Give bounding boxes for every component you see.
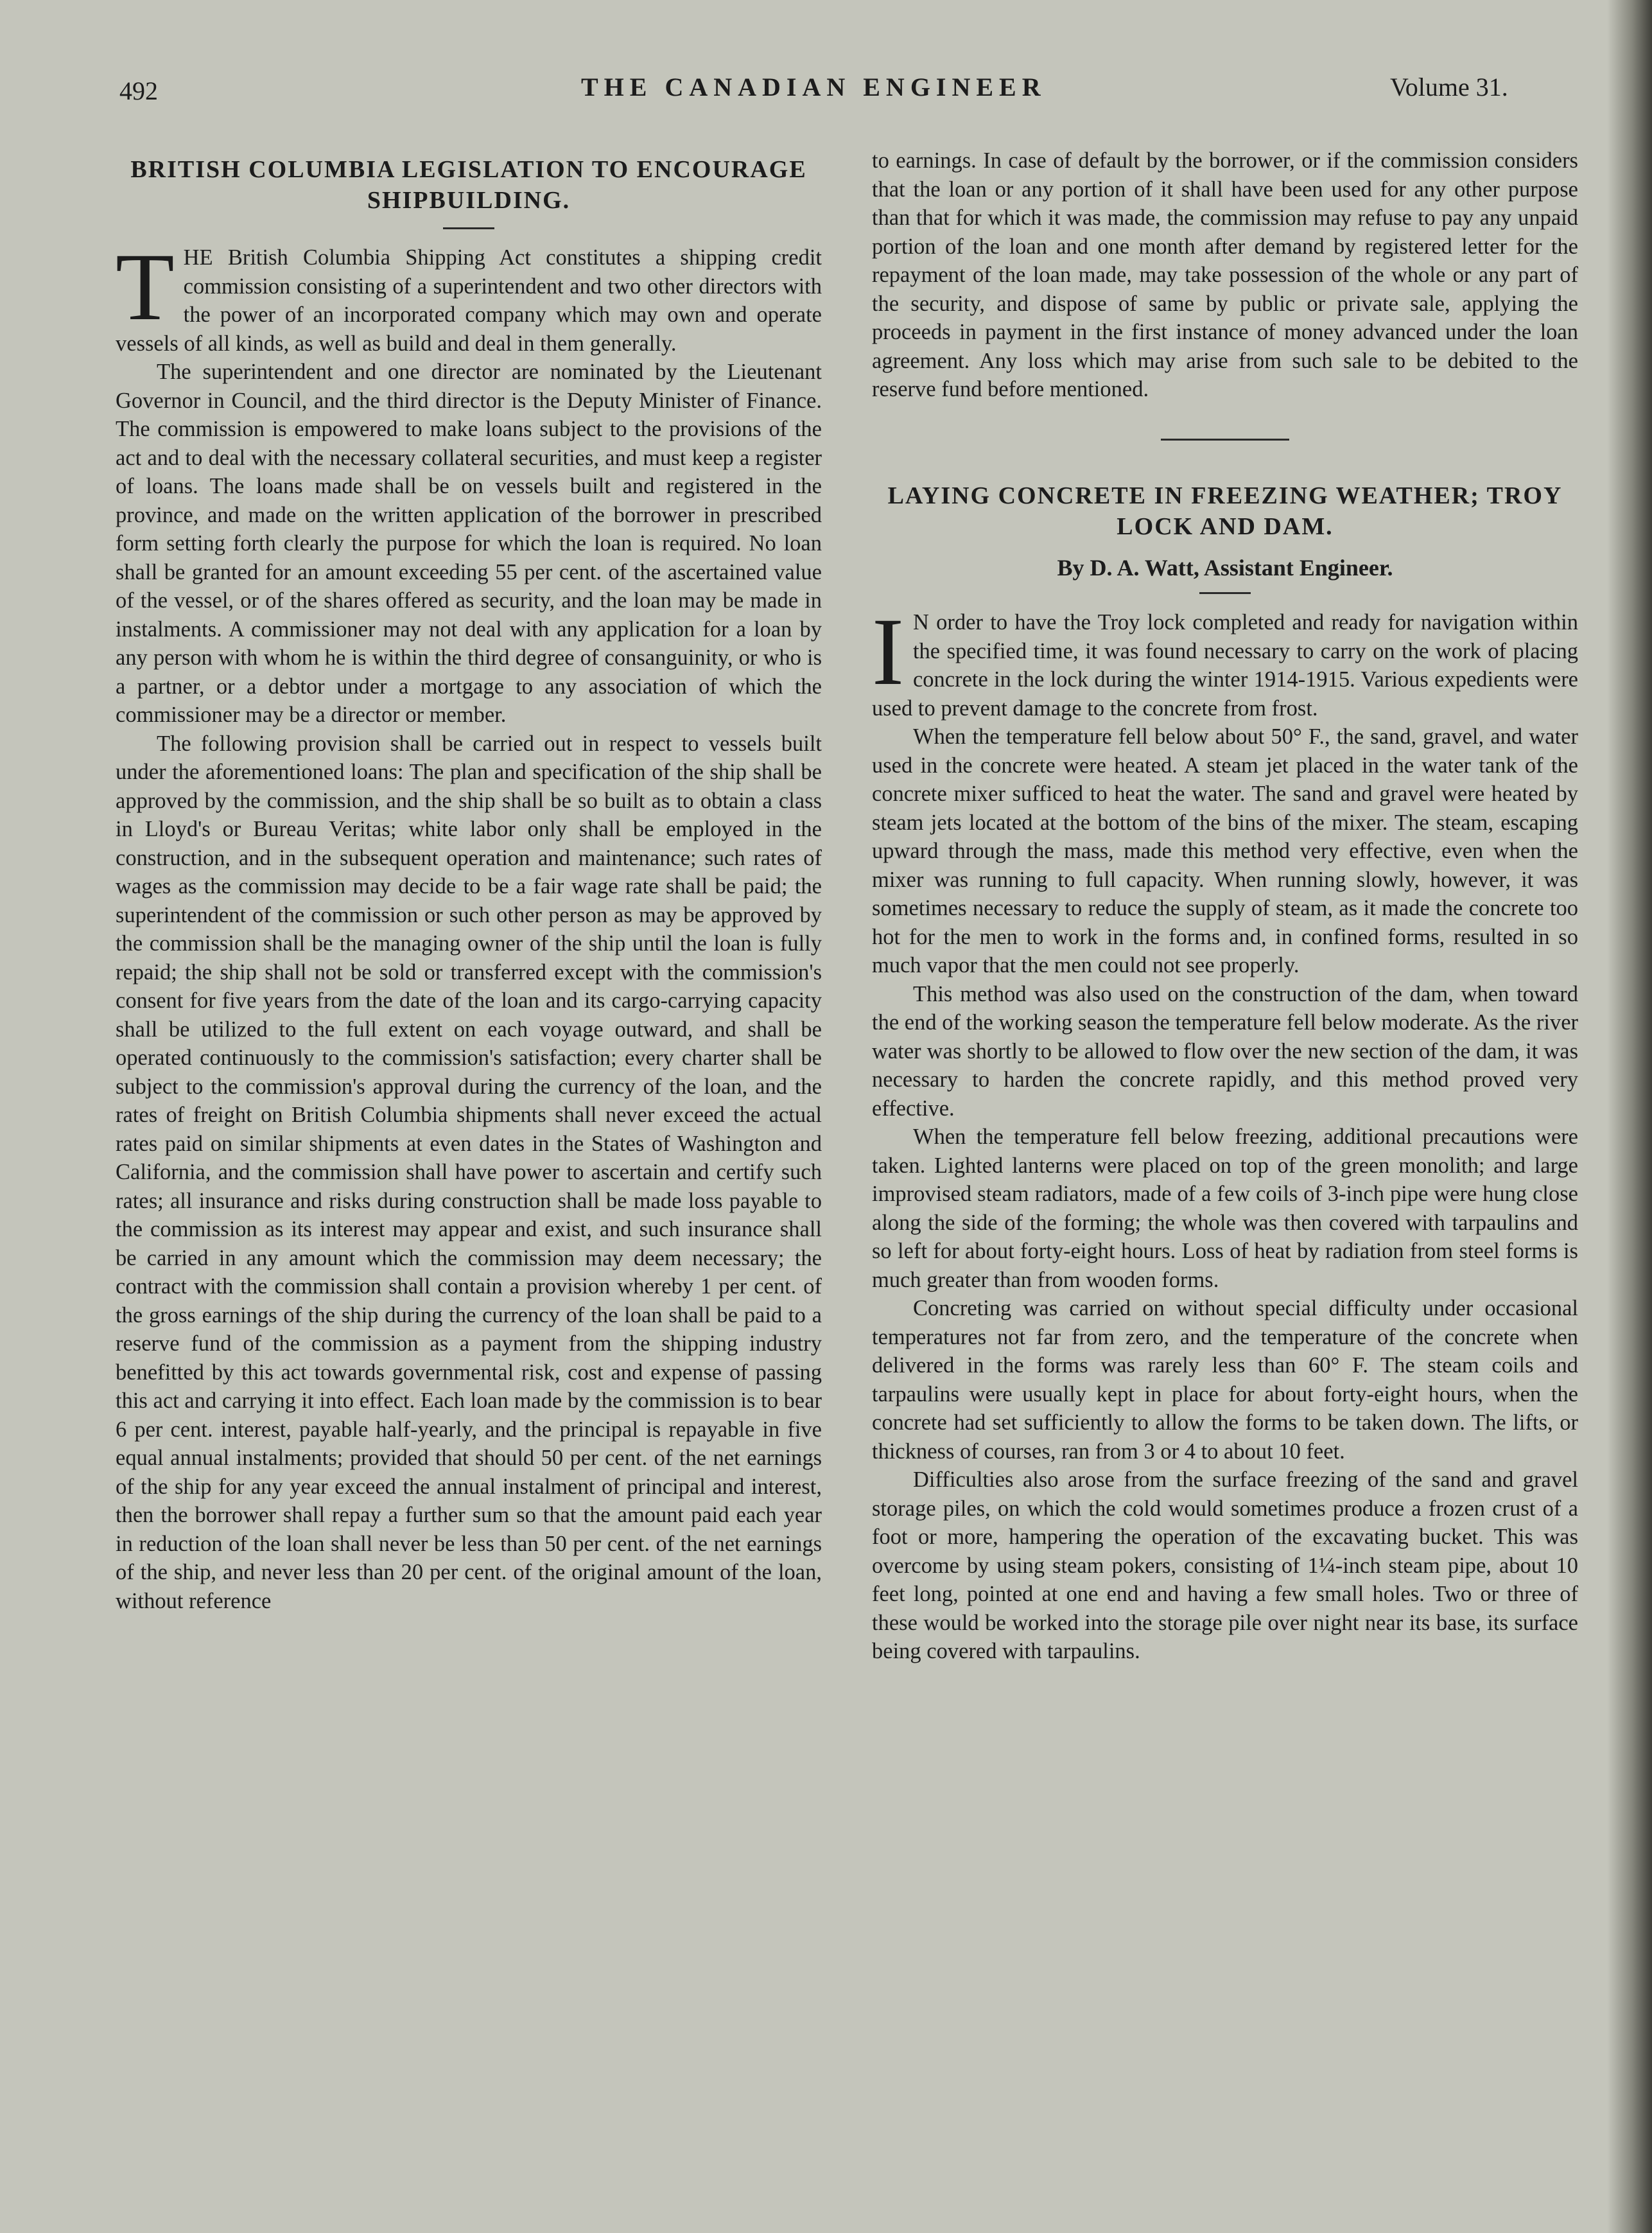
article1-paragraph-1 — [116, 234, 822, 358]
article2-paragraph-1-text: N order to have the Troy lock completed and ready for navigation within the specified time, it was found necessary to carry on the work of placing concrete in the lock during the winter 1914-1915. Various expedients were used to prevent damage to the concrete from frost. — [872, 610, 1578, 721]
article1-paragraph-2: The superintendent and one director are nominated by the Lieutenant Governor in Council, and the third director is the Deputy Minister of Finance. The commission is empowered to make loans subject to the provisions of the act and to deal with the necessary collateral securities, and must keep a register of loans. The loans made shall be on vessels built and registered in the province, and made on the written application of the borrower in prescribed form setting forth clearly the purpose for which the loan is required. No loan shall be granted for an amount exceeding 55 per cent. of the ascertained value of the vessel, or of the shares offered as security, and the loan may be made in instalments. A commissioner may not deal with any application for a loan by any person with whom he is within the third degree of consanguinity, or who is a partner, or a debtor under a mortgage to any association of which the commissioner may be a director or member. — [116, 360, 822, 727]
article1-dropcap: T — [116, 234, 175, 340]
article2-paragraph-6: Difficulties also arose from the surface freezing of the sand and gravel storage piles, on which the cold would sometimes produce a frozen crust of a foot or more, hampering the operation of the excavating bucket. This was overcome by using steam pokers, consisting of 1¼-inch steam pipe, about 10 feet long, pointed at one end and having a few small holes. Two or three of these would be worked into the storage pile over night near its base, its surface being covered with tarpaulins. — [872, 1467, 1578, 1663]
volume-label: Volume 31. — [1390, 73, 1508, 101]
page-number: 492 — [119, 76, 158, 105]
article2-paragraph-3: This method was also used on the construction of the dam, when toward the end of the working season the temperature fell below moderate. As the river water was shortly to be allowed to flow over the new section of the dam, it was necessary to harden the concrete rapidly, and this method proved very effective. — [872, 981, 1578, 1121]
section-divider — [1161, 439, 1289, 441]
article2-paragraph-1 — [872, 599, 1578, 722]
binding-shadow — [1607, 0, 1652, 2233]
article1-paragraph-1-text: HE British Columbia Shipping Act constitutes a shipping credit commission consisting of a superintendent and two other directors with the power of an incorporated company which may own and operate vessels of all kinds, as well as build and deal in them generally. — [116, 245, 822, 356]
byline-rule — [1199, 592, 1251, 594]
article2-paragraph-4: When the temperature fell below freezing, additional precautions were taken. Lighted lanterns were placed on top of the green monolith; and large improvised steam radiators, made of a few coils of 3-inch pipe were hung close along the side of the forming; the whole was then covered with tarpaulins and so left for about forty-eight hours. Loss of heat by radiation from steel forms is much greater than from wooden forms. — [872, 1125, 1578, 1292]
article2-paragraph-5: Concreting was carried on without special difficulty under occasional temperatures not far from zero, and the temperature of the concrete when delivered in the forms was rarely less than 60° F. The steam coils and tarpaulins were usually kept in place for about forty-eight hours, when the concrete had set sufficiently to allow the forms to be taken down. The lifts, or thickness of courses, ran from 3 or 4 to about 10 feet. — [872, 1296, 1578, 1464]
running-title: THE CANADIAN ENGINEER — [581, 73, 1047, 101]
right-column — [872, 146, 1578, 1666]
article2-byline: By D. A. Watt, Assistant Engineer. — [1057, 554, 1393, 581]
title-rule — [443, 227, 494, 229]
article1-continuation: to earnings. In case of default by the borrower, or if the commission considers that the loan or any portion of it shall have been used for any other purpose than that for which it was made, the commission may refuse to pay any unpaid portion of the loan and one month after demand by registered letter for the repayment of the loan made, may take possession of the whole or any part of the security, and dispose of same by public or private sale, applying the proceeds in payment in the first instance of money advanced under the loan agreement. Any loss which may arise from such sale to be debited to the reserve fund before mentioned. — [872, 148, 1578, 401]
article2-title: LAYING CONCRETE IN FREEZING WEATHER; TROY LOCK AND DAM. — [887, 482, 1563, 540]
article1-paragraph-3: The following provision shall be carried out in respect to vessels built under the aforementioned loans: The plan and specification of the ship shall be approved by the commission, and the ship shall be so built as to obtain a class in Lloyd's or Bureau Veritas; white labor only shall be employed in the construction, and in the subsequent operation and maintenance; such rates of wages as the commission may decide to be a fair wage rate shall be paid; the superintendent of the commission or such other person as may be approved by the commission shall be the managing owner of the ship until the loan is fully repaid; the ship shall not be sold or transferred except with the commission's consent for five years from the date of the loan and its cargo-carrying capacity shall be utilized to the full extent on each voyage outward, and shall be operated continuously to the commission's satisfaction; every charter shall be subject to the commission's approval during the currency of the loan, and the rates of freight on British Columbia shipments shall never exceed the actual rates paid on similar shipments at even dates in the States of Washington and California, and the commission shall have power to ascertain and certify such rates; all insurance and risks during construction shall be made loss payable to the commission as its interest may appear and exist, and such insurance shall be carried in any amount which the commission may deem necessary; the contract with the commission shall contain a provision whereby 1 per cent. of the gross earnings of the ship during the currency of the loan shall be paid to a reserve fund of the commission as a payment from the shipping industry benefitted by this act towards governmental risk, cost and expense of passing this act and carrying it into effect. Each loan made by the commission is to bear 6 per cent. interest, payable half-yearly, and the principal is repayable in five equal annual instalments; provided that should 50 per cent. of the net earnings of the ship for any year exceed the annual instalment of principal and interest, then the borrower shall repay a further sum so that the amount paid each year in reduction of the loan shall never be less than 50 per cent. of the net earnings of the ship, and never less than 20 per cent. of the original amount of the loan, without reference — [116, 731, 822, 1613]
article2-paragraph-2: When the temperature fell below about 50° F., the sand, gravel, and water used in the concrete were heated. A steam jet placed in the water tank of the concrete mixer sufficed to heat the water. The sand and gravel were heated by steam jets located at the bottom of the bins of the mixer. The steam, escaping upward through the mass, made this method very effective, even when the mixer was running to full capacity. When running slowly, however, it was sometimes necessary to reduce the supply of steam, as it made the concrete too hot for the men to work in the forms and, in confined forms, resulted in so much vapor that the men could not see properly. — [872, 724, 1578, 977]
left-column — [116, 154, 822, 1615]
article2-dropcap: I — [872, 599, 904, 705]
article1-title: BRITISH COLUMBIA LEGISLATION TO ENCOURAGE SHIPBUILDING. — [130, 156, 807, 214]
